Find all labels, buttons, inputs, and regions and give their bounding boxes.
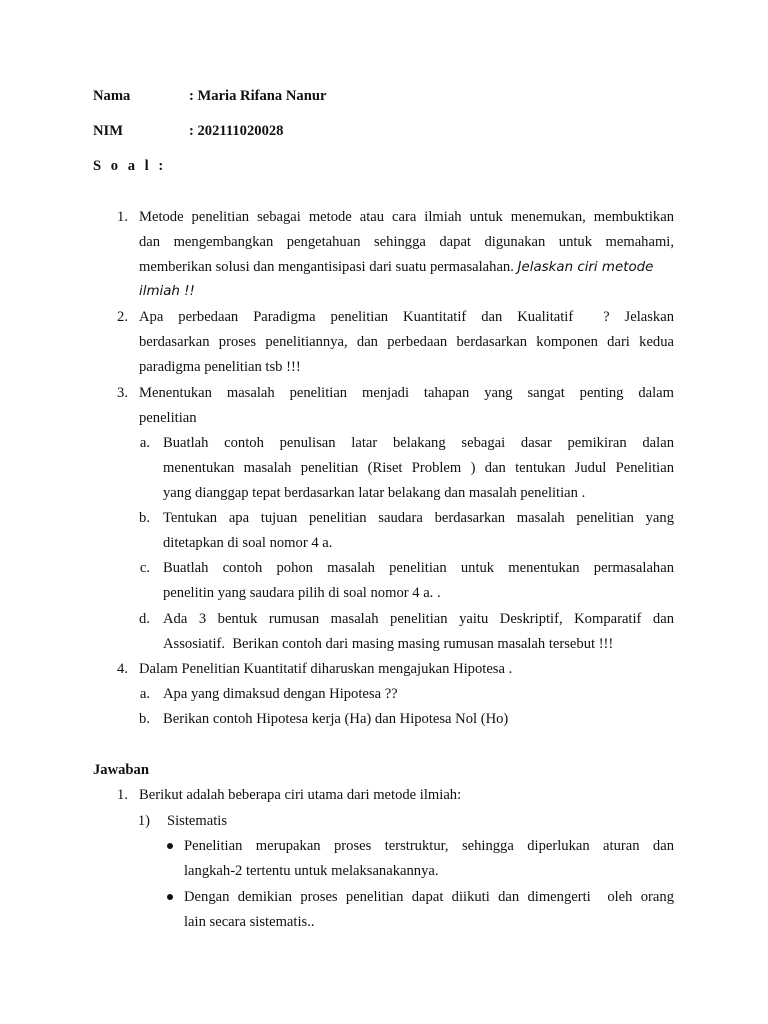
q3c-letter: c. bbox=[139, 560, 150, 576]
q3d-line-1: Ada 3 bentuk rumusan masalah penelitian yaitu Deskriptif, Komparatif dan bbox=[163, 611, 674, 627]
q1-line-3 bbox=[139, 257, 653, 278]
q3-line-2: penelitian bbox=[139, 410, 197, 426]
q1-line-1: Metode penelitian sebagai metode atau cara ilmiah untuk menemukan, membuktikan bbox=[139, 209, 674, 225]
bullet-1 bbox=[167, 843, 173, 849]
b2-line-2: lain secara sistematis.. bbox=[184, 914, 315, 930]
q3-line-1: Menentukan masalah penelitian menjadi tahapan yang sangat penting dalam bbox=[139, 385, 674, 401]
nama-value: : Maria Rifana Nanur bbox=[189, 88, 327, 104]
q1-line-3-text: memberikan solusi dan mengantisipasi dari suatu permasalahan. bbox=[139, 259, 514, 275]
q4-number: 4. bbox=[117, 661, 128, 677]
q4-line-1: Dalam Penelitian Kuantitatif diharuskan mengajukan Hipotesa . bbox=[139, 661, 513, 677]
a1-line-1: Berikut adalah beberapa ciri utama dari metode ilmiah: bbox=[139, 787, 462, 803]
nim-row bbox=[93, 123, 283, 140]
q3c-line-1: Buatlah contoh pohon masalah penelitian untuk menentukan permasalahan bbox=[163, 560, 674, 576]
jawaban-title: Jawaban bbox=[93, 762, 149, 778]
q3-number: 3. bbox=[117, 385, 128, 401]
q3a-line-3: yang dianggap tepat berdasarkan latar belakang dan masalah penelitian . bbox=[163, 485, 586, 501]
q4b-line-1: Berikan contoh Hipotesa kerja (Ha) dan Hipotesa Nol (Ho) bbox=[163, 711, 509, 727]
q4a-letter: a. bbox=[139, 686, 150, 702]
q3a-line-2: menentukan masalah penelitian (Riset Problem ) dan tentukan Judul Penelitian bbox=[163, 460, 674, 476]
q2-line-2: berdasarkan proses penelitiannya, dan perbedaan berdasarkan komponen dari kedua bbox=[139, 334, 674, 350]
b1-line-2: langkah-2 tertentu untuk melaksanakannya. bbox=[184, 863, 439, 879]
s1-label: Sistematis bbox=[167, 813, 227, 829]
q3d-line-2: Assosiatif. Berikan contoh dari masing masing rumusan masalah tersebut !!! bbox=[163, 636, 614, 652]
nama-row bbox=[93, 88, 326, 105]
nim-label: NIM bbox=[93, 123, 123, 139]
q4a-line-1: Apa yang dimaksud dengan Hipotesa ?? bbox=[163, 686, 398, 702]
q3a-line-1: Buatlah contoh penulisan latar belakang sebagai dasar pemikiran dalan bbox=[163, 435, 674, 451]
soal-title: S o a l : bbox=[93, 158, 167, 174]
nama-label: Nama bbox=[93, 88, 131, 104]
q1-line-3-italic: Jelaskan ciri metode bbox=[517, 260, 654, 275]
q3a-letter: a. bbox=[139, 435, 150, 451]
bullet-2 bbox=[167, 894, 173, 900]
q3b-letter: b. bbox=[139, 510, 150, 526]
q1-line-4: ilmiah !! bbox=[139, 284, 195, 299]
q1-number: 1. bbox=[117, 209, 128, 225]
q2-number: 2. bbox=[117, 309, 128, 325]
q3d-letter: d. bbox=[139, 611, 150, 627]
q3b-line-1: Tentukan apa tujuan penelitian saudara berdasarkan masalah penelitian yang bbox=[163, 510, 674, 526]
q4b-letter: b. bbox=[139, 711, 150, 727]
q3c-line-2: penelitin yang saudara pilih di soal nomor 4 a. . bbox=[163, 585, 441, 601]
q1-line-2: dan mengembangkan pengetahuan sehingga dapat digunakan untuk memahami, bbox=[139, 234, 674, 250]
nim-value: : 202111020028 bbox=[189, 123, 284, 139]
s1-number: 1) bbox=[137, 813, 150, 829]
q2-line-1: Apa perbedaan Paradigma penelitian Kuantitatif dan Kualitatif ? Jelaskan bbox=[139, 309, 674, 325]
b1-line-1: Penelitian merupakan proses terstruktur, sehingga diperlukan aturan dan bbox=[184, 838, 674, 854]
q3b-line-2: ditetapkan di soal nomor 4 a. bbox=[163, 535, 333, 551]
b2-line-1: Dengan demikian proses penelitian dapat diikuti dan dimengerti oleh orang bbox=[184, 889, 674, 905]
a1-number: 1. bbox=[117, 787, 128, 803]
q2-line-3: paradigma penelitian tsb !!! bbox=[139, 359, 301, 375]
